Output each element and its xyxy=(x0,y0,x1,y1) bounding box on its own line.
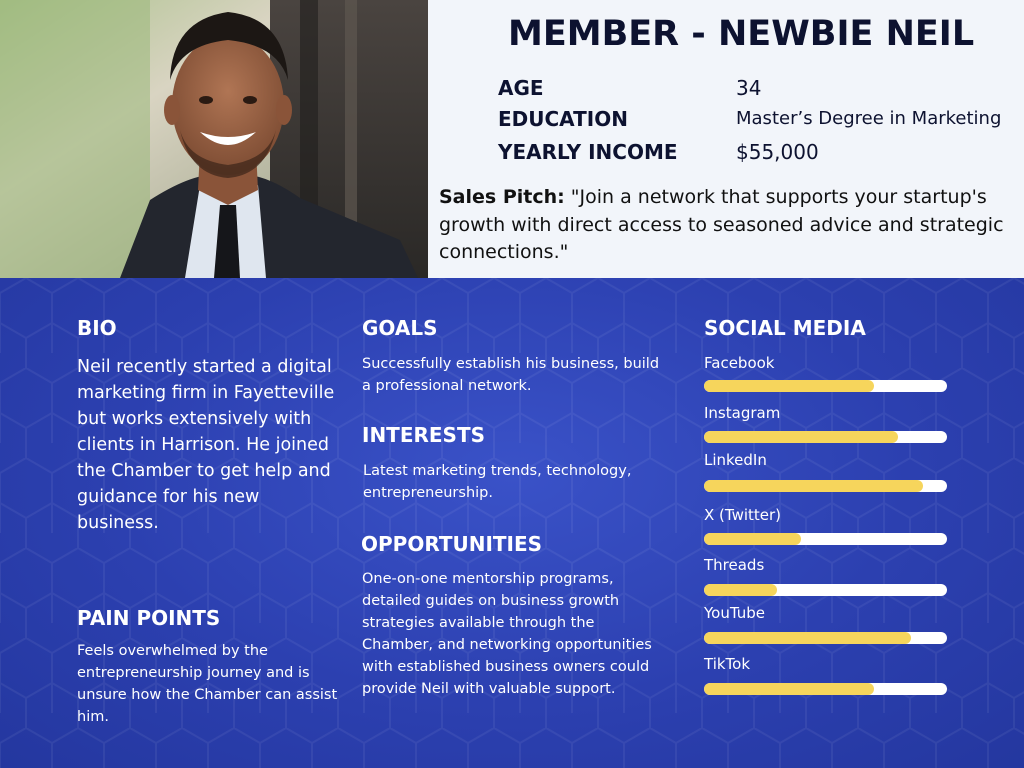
age-label: AGE xyxy=(498,76,544,100)
sales-pitch xyxy=(439,184,1011,267)
member-photo xyxy=(0,0,428,278)
opportunities-heading: OPPORTUNITIES xyxy=(361,532,543,556)
pain-points-text: Feels overwhelmed by the entrepreneurship journey and is unsure how the Chamber can assist him. xyxy=(77,643,338,725)
bio-text: Neil recently started a digital marketing firm in Fayetteville but works extensively with clients in Harrison. He joined the Chamber to get help and guidance for his new business. xyxy=(77,357,335,533)
social-bar-linkedin xyxy=(704,480,947,492)
social-bar-fill-tiktok xyxy=(704,683,874,695)
social-bar-x-twitter xyxy=(704,533,947,545)
income-value: $55,000 xyxy=(736,140,819,164)
education-value: Master’s Degree in Marketing xyxy=(736,108,1002,129)
social-bar-threads xyxy=(704,584,947,596)
sales-pitch-text: "Join a network that supports your startup's growth with direct access to seasoned advice and strategic connections." xyxy=(439,186,1004,263)
interests-text: Latest marketing trends, technology, entrepreneurship. xyxy=(363,463,632,501)
social-bar-fill-facebook xyxy=(704,380,874,392)
opportunities-text: One-on-one mentorship programs, detailed guides on business growth strategies available through the Chamber, and networking opportunities with established business owners could provide Neil with valuable support. xyxy=(362,571,652,697)
social-label-x-twitter: X (Twitter) xyxy=(704,506,782,524)
social-label-threads: Threads xyxy=(704,556,765,574)
social-label-linkedin: LinkedIn xyxy=(704,451,767,469)
interests-heading: INTERESTS xyxy=(362,423,485,447)
social-bar-fill-threads xyxy=(704,584,777,596)
social-media-heading: SOCIAL MEDIA xyxy=(704,316,866,340)
details-panel xyxy=(0,278,1024,768)
persona-title: MEMBER - NEWBIE NEIL xyxy=(508,14,975,54)
header-panel xyxy=(428,0,1024,278)
social-bar-facebook xyxy=(704,380,947,392)
social-label-instagram: Instagram xyxy=(704,404,781,422)
social-bar-fill-instagram xyxy=(704,431,898,443)
social-label-youtube: YouTube xyxy=(704,604,765,622)
portrait-image xyxy=(0,0,428,278)
social-bar-instagram xyxy=(704,431,947,443)
goals-heading: GOALS xyxy=(362,316,438,340)
age-value: 34 xyxy=(736,76,762,100)
social-bar-fill-x-twitter xyxy=(704,533,801,545)
social-label-tiktok: TikTok xyxy=(704,655,751,673)
social-bar-youtube xyxy=(704,632,947,644)
bio-heading: BIO xyxy=(77,316,117,340)
goals-text: Successfully establish his business, build a professional network. xyxy=(362,356,660,394)
social-label-facebook: Facebook xyxy=(704,354,775,372)
social-bar-fill-linkedin xyxy=(704,480,923,492)
social-bar-tiktok xyxy=(704,683,947,695)
income-label: YEARLY INCOME xyxy=(498,140,678,164)
sales-pitch-label: Sales Pitch: xyxy=(439,186,565,208)
pain-points-heading: PAIN POINTS xyxy=(77,606,221,630)
education-label: EDUCATION xyxy=(498,107,628,131)
social-bar-fill-youtube xyxy=(704,632,911,644)
